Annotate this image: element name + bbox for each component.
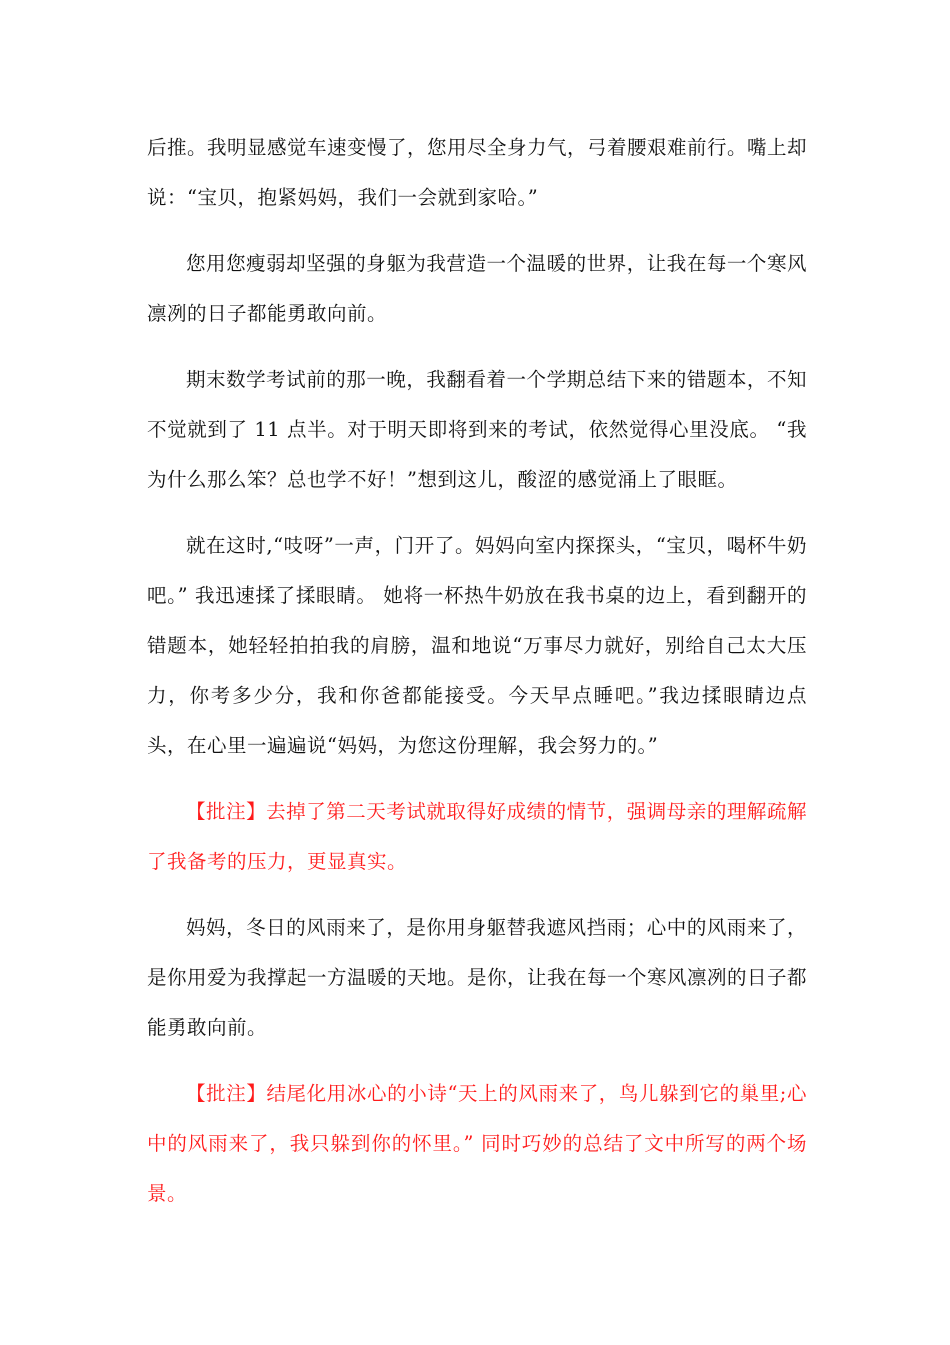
paragraph-exam-night: 期末数学考试前的那一晚，我翻看着一个学期总结下来的错题本，不知不觉就到了 11 点半。对于明天即将到来的考试，依然觉得心里没底。 “我为什么那么笨？总也学不好！”想到这儿，酸涩的感觉涌上了眼眶。 bbox=[147, 368, 807, 491]
paragraph-continued: 后推。我明显感觉车速变慢了，您用尽全身力气，弓着腰艰难前行。嘴上却说：“宝贝，抱紧妈妈，我们一会就到家哈。” bbox=[147, 136, 808, 209]
paragraph-conclusion: 妈妈，冬日的风雨来了，是你用身躯替我遮风挡雨；心中的风雨来了，是你用爱为我撑起一方温暖的天地。是你，让我在每一个寒风凛冽的日子都能勇敢向前。 bbox=[147, 916, 808, 1039]
paragraph-milk-scene: 就在这时,“吱呀”一声，门开了。妈妈向室内探探头，“宝贝，喝杯牛奶吧。” 我迅速揉了揉眼睛。 她将一杯热牛奶放在我书桌的边上，看到翻开的错题本，她轻轻拍拍我的肩膀，温和地说“万事尽力就好，别给自己太大压力，你考多少分，我和你爸都能接受。今天早点睡吧。”我边揉眼睛边点头，在心里一遍遍说“妈妈，为您这份理解，我会努力的。” bbox=[147, 534, 807, 757]
annotation-note-1: 【批注】去掉了第二天考试就取得好成绩的情节，强调母亲的理解疏解了我备考的压力，更显真实。 bbox=[147, 800, 807, 873]
document-page bbox=[147, 123, 807, 1235]
annotation-note-2: 【批注】结尾化用冰心的小诗“天上的风雨来了，鸟儿躲到它的巢里;心中的风雨来了，我只躲到你的怀里。” 同时巧妙的总结了文中所写的两个场景。 bbox=[147, 1082, 807, 1205]
paragraph-mother-body: 您用您瘦弱却坚强的身躯为我营造一个温暖的世界，让我在每一个寒风凛冽的日子都能勇敢向前。 bbox=[147, 252, 807, 325]
